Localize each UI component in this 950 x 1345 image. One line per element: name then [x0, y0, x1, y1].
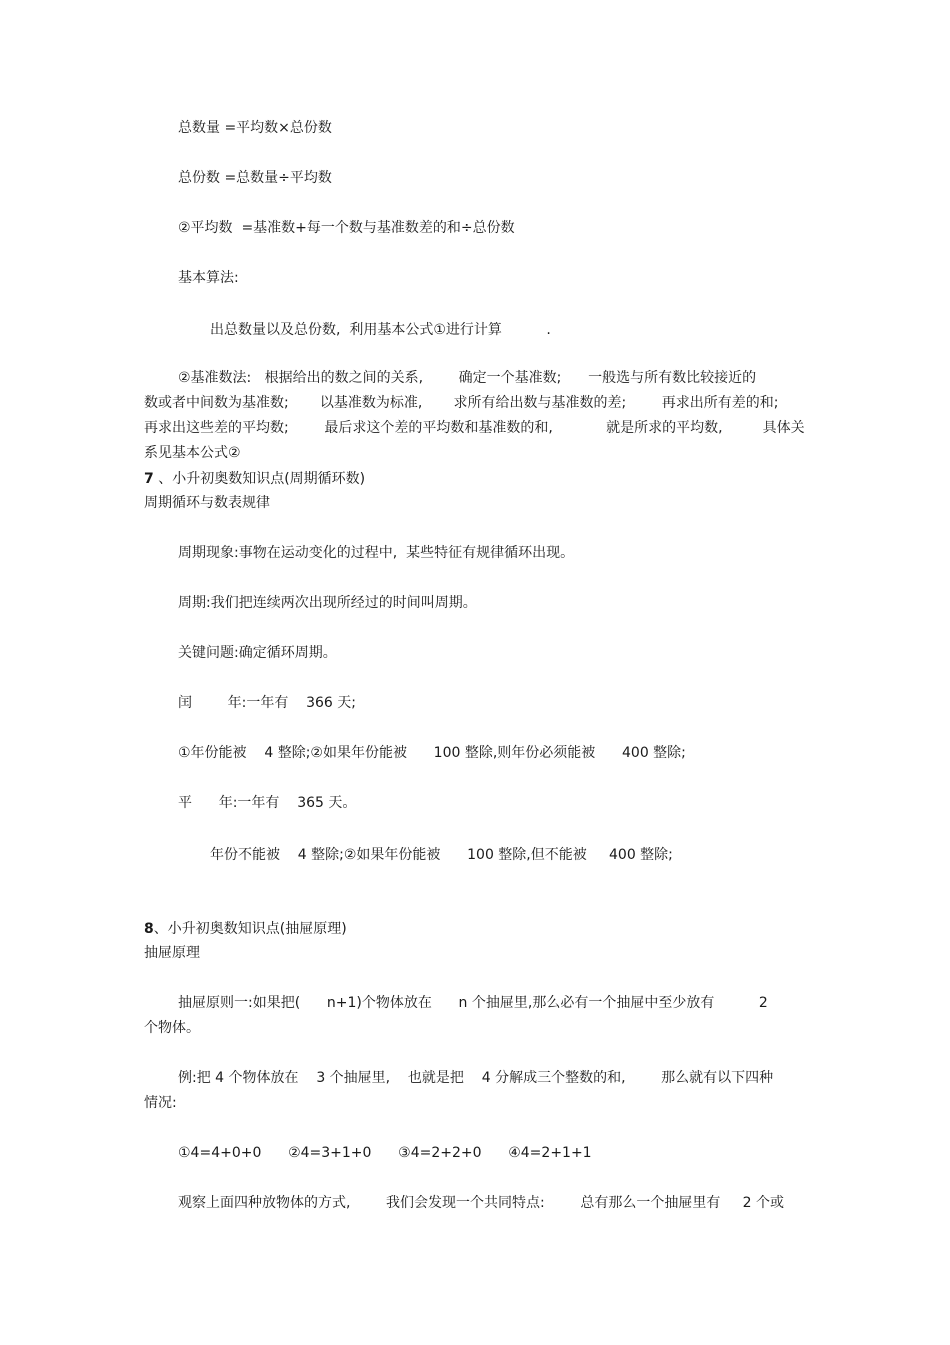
base-method-line-1: ②基准数法: 根据给出的数之间的关系, 确定一个基准数; 一般选与所有数比较接近的	[178, 370, 757, 386]
base-method-line-2: 数或者中间数为基准数; 以基准数为标准, 求所有给出数与基准数的差; 再求出所有差的和;	[144, 395, 779, 411]
formula-total-parts: 总份数 =总数量÷平均数	[178, 170, 332, 186]
section-7-number: 7	[144, 471, 154, 487]
section-8-number: 8	[144, 921, 154, 937]
pigeonhole-principle-line-1: 抽屉原则一:如果把( n+1)个物体放在 n 个抽屉里,那么必有一个抽屉中至少放有 2	[178, 995, 768, 1011]
common-year: 平 年:一年有 365 天。	[178, 795, 357, 811]
section-8-title: 、小升初奥数知识点(抽屉原理)	[153, 921, 347, 937]
cycle-definition: 周期:我们把连续两次出现所经过的时间叫周期。	[178, 595, 477, 611]
example-line-1: 例:把 4 个物体放在 3 个抽屉里, 也就是把 4 分解成三个整数的和, 那么就有以下四种	[178, 1070, 774, 1086]
cycle-phenomenon: 周期现象:事物在运动变化的过程中, 某些特征有规律循环出现。	[178, 545, 575, 561]
formula-total-quantity: 总数量 =平均数×总份数	[178, 120, 332, 136]
formula-average-base: ②平均数 =基准数+每一个数与基准数差的和÷总份数	[178, 220, 515, 236]
base-method-line-3: 再求出这些差的平均数; 最后求这个差的平均数和基准数的和, 就是所求的平均数, 具体关	[144, 420, 805, 436]
observation-line: 观察上面四种放物体的方式, 我们会发现一个共同特点: 总有那么一个抽屉里有 2 个或	[178, 1195, 784, 1211]
section-8-subtitle: 抽屉原理	[144, 945, 200, 961]
section-8-heading	[144, 920, 347, 938]
key-question: 关键问题:确定循环周期。	[178, 645, 337, 661]
algorithm-step-1: 出总数量以及总份数, 利用基本公式①进行计算 .	[210, 322, 551, 338]
pigeonhole-principle-line-2: 个物体。	[144, 1020, 200, 1036]
section-7-title: 、小升初奥数知识点(周期循环数)	[153, 471, 366, 487]
example-cases: ①4=4+0+0 ②4=3+1+0 ③4=2+2+0 ④4=2+1+1	[178, 1145, 592, 1161]
section-7-subtitle: 周期循环与数表规律	[144, 495, 270, 511]
common-year-rule: 年份不能被 4 整除;②如果年份能被 100 整除,但不能被 400 整除;	[210, 847, 673, 863]
example-line-2: 情况:	[144, 1095, 177, 1111]
algorithm-label: 基本算法:	[178, 270, 239, 286]
leap-year-rule: ①年份能被 4 整除;②如果年份能被 100 整除,则年份必须能被 400 整除;	[178, 745, 686, 761]
section-7-heading	[144, 470, 365, 488]
leap-year: 闰 年:一年有 366 天;	[178, 695, 357, 711]
base-method-line-4: 系见基本公式②	[144, 445, 241, 461]
